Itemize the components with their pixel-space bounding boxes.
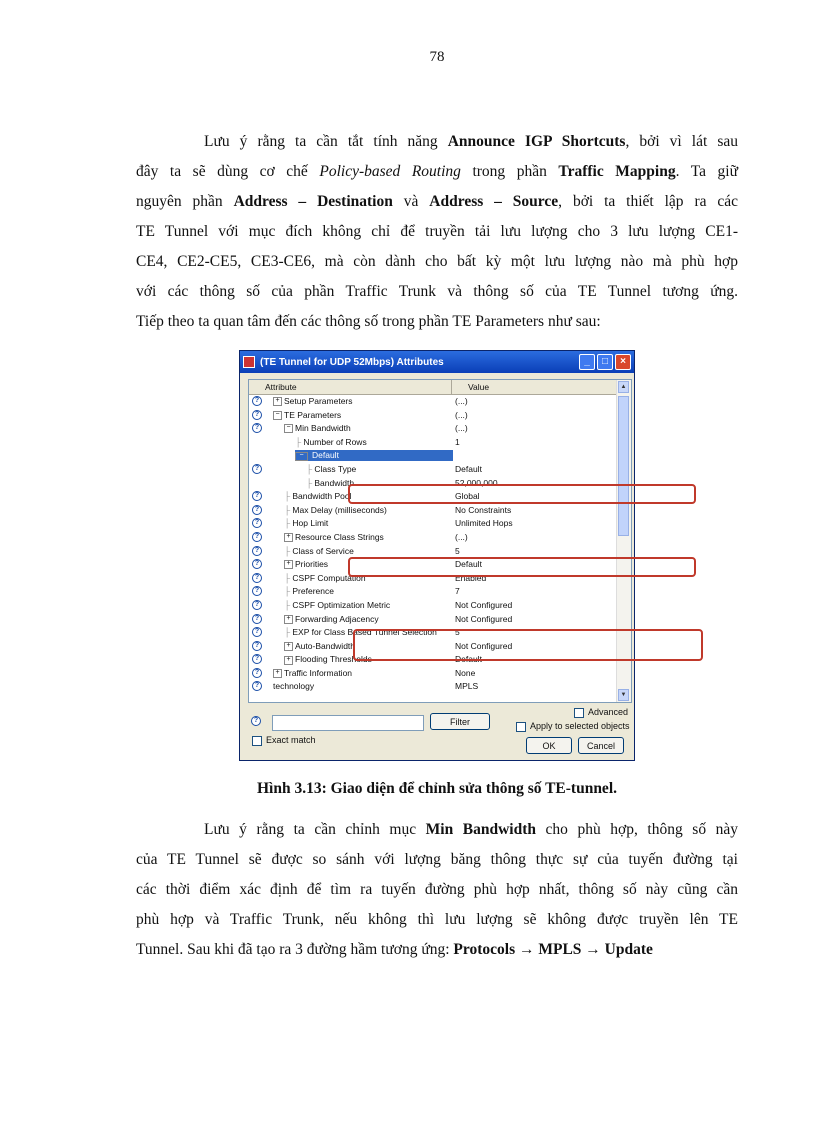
app-icon	[243, 356, 255, 368]
attribute-row[interactable]	[249, 422, 617, 436]
text-line	[136, 935, 738, 965]
attribute-name	[273, 680, 314, 694]
help-icon[interactable]: ?	[252, 410, 262, 420]
attribute-row[interactable]	[249, 504, 617, 518]
attribute-name-text: Forwarding Adjacency	[295, 613, 379, 624]
attribute-name-text: EXP for Class Based Tunnel Selection	[292, 627, 437, 638]
attribute-row[interactable]	[249, 395, 617, 409]
dialog-footer	[248, 707, 630, 757]
attribute-row[interactable]	[249, 463, 617, 477]
attribute-name-text: Number of Rows	[303, 436, 367, 447]
help-icon[interactable]: ?	[252, 600, 262, 610]
attribute-name-text: Setup Parameters	[284, 396, 353, 406]
apply-selected-checkbox[interactable]	[516, 721, 630, 732]
attribute-name	[284, 640, 355, 654]
text-run: Protocols → MPLS → Update	[453, 941, 653, 958]
expand-icon[interactable]: +	[284, 615, 293, 624]
text-run: phù hợp và Traffic Trunk, nếu không thì lưu lượng sẽ không được truyền lên TE	[136, 911, 738, 928]
expand-icon[interactable]: +	[273, 669, 282, 678]
text-run: Address – Destination	[233, 193, 393, 210]
attribute-value[interactable]: (...)	[455, 531, 468, 542]
attribute-row[interactable]	[249, 680, 617, 694]
text-run: đây ta sẽ dùng cơ chế	[136, 163, 320, 180]
attribute-name	[284, 585, 334, 599]
attribute-value[interactable]: 1	[455, 436, 460, 447]
text-run: TE Tunnel với mục đích không chỉ để truyền tải lưu lượng cho 3 lưu lượng CE1-	[136, 223, 738, 240]
tree-line-icon: ├	[284, 545, 293, 556]
text-run: . Ta giữ	[675, 163, 738, 180]
text-line	[136, 815, 738, 845]
highlight-bandwidth	[348, 484, 696, 504]
attribute-name	[284, 545, 354, 559]
text-run: Traffic Mapping	[558, 163, 676, 180]
attribute-name-text: Flooding Thresholds	[295, 654, 372, 665]
ok-button[interactable]: OK	[526, 737, 572, 754]
attribute-row[interactable]	[249, 436, 617, 450]
text-run: cho phù hợp, thông số này	[536, 821, 739, 838]
collapse-icon[interactable]: −	[284, 424, 293, 433]
attribute-value[interactable]: Not Configured	[455, 613, 513, 624]
text-run: Address – Source	[429, 193, 559, 210]
attribute-row[interactable]	[249, 517, 617, 531]
tree-line-icon: ├	[284, 572, 293, 583]
text-run: Tunnel. Sau khi đã tạo ra 3 đường hầm tương ứng:	[136, 941, 454, 958]
grid-header	[249, 380, 631, 395]
text-line	[136, 217, 738, 247]
tree-line-icon: ├	[284, 627, 293, 638]
tree-line-icon: ├	[284, 504, 293, 515]
attribute-name	[284, 613, 379, 627]
text-run: Policy-based Routing	[319, 163, 461, 180]
attribute-name	[284, 517, 328, 531]
attribute-value[interactable]: Unlimited Hops	[455, 518, 513, 529]
collapse-icon[interactable]: −	[273, 411, 282, 420]
text-run: Tiếp theo ta quan tâm đến các thông số trong phần TE Parameters như sau:	[136, 313, 601, 330]
help-icon[interactable]: ?	[252, 518, 262, 528]
minimize-icon[interactable]: _	[579, 354, 595, 370]
tree-line-icon: ├	[306, 463, 315, 474]
figure-caption: Hình 3.13: Giao diện để chỉnh sửa thông số TE-tunnel.	[256, 780, 617, 797]
advanced-label: Advanced	[588, 707, 629, 717]
text-line	[136, 875, 738, 905]
attribute-name-text: CSPF Optimization Metric	[292, 599, 391, 610]
attribute-value[interactable]: 5	[455, 627, 460, 638]
attribute-value[interactable]: (...)	[455, 396, 468, 406]
text-run: các thời điểm xác định để tìm ra tuyến đường phù hợp nhất, thông số này cũng cần	[136, 881, 738, 898]
attribute-value[interactable]: Enabled	[455, 572, 487, 583]
filter-button[interactable]: Filter	[430, 713, 490, 730]
attribute-name	[284, 490, 351, 504]
help-icon[interactable]: ?	[252, 491, 262, 501]
attribute-value[interactable]: Global	[455, 491, 480, 502]
paragraph-intro	[136, 127, 738, 337]
attribute-name	[284, 558, 328, 572]
scroll-thumb[interactable]	[618, 396, 629, 536]
exact-match-checkbox[interactable]	[252, 735, 316, 746]
attribute-name-text: Max Delay (milliseconds)	[292, 504, 387, 515]
filter-input[interactable]	[272, 715, 424, 731]
attribute-name	[273, 409, 341, 423]
attribute-row[interactable]	[249, 599, 617, 613]
text-run: , bởi vì lát sau	[625, 133, 738, 150]
tree-line-icon: ├	[295, 436, 304, 447]
scroll-down-icon[interactable]: ▼	[618, 689, 629, 701]
text-run: với các thông số của phần Traffic Trunk và thông số của TE Tunnel tương ứng.	[136, 283, 738, 300]
text-line	[136, 157, 738, 187]
expand-icon[interactable]: +	[273, 397, 282, 406]
tree-line-icon: ├	[284, 491, 293, 502]
attribute-name	[273, 395, 353, 409]
attribute-row[interactable]	[249, 449, 617, 463]
help-icon[interactable]: ?	[252, 627, 262, 637]
text-run: Min Bandwidth	[425, 821, 536, 838]
collapse-icon[interactable]: −	[295, 452, 308, 461]
help-icon[interactable]: ?	[251, 716, 261, 726]
text-run: trong phần	[460, 163, 559, 180]
attribute-value[interactable]: Not Configured	[455, 599, 513, 610]
attribute-value[interactable]: 7	[455, 586, 460, 597]
help-icon[interactable]: ?	[252, 423, 262, 433]
help-icon[interactable]: ?	[252, 641, 262, 651]
tree-line-icon: ├	[284, 586, 293, 597]
text-run: của TE Tunnel sẽ được so sánh với lượng băng thông thực sự của tuyến đường tại	[136, 851, 738, 868]
attribute-name	[284, 504, 387, 518]
attribute-name	[284, 422, 351, 436]
text-line	[136, 247, 738, 277]
help-icon[interactable]: ?	[252, 546, 262, 556]
expand-icon[interactable]: +	[284, 533, 293, 542]
attribute-value[interactable]: No Constraints	[455, 504, 512, 515]
attribute-value[interactable]: Default	[455, 559, 482, 570]
attribute-name-text: Bandwidth	[314, 477, 355, 488]
help-icon[interactable]: ?	[252, 532, 262, 542]
text-run: nguyên phần	[136, 193, 234, 210]
text-run: , bởi ta thiết lập ra các	[558, 193, 739, 210]
text-run: Lưu ý rằng ta cần tắt tính năng	[204, 133, 448, 150]
attribute-name-text: Priorities	[295, 559, 329, 570]
column-header-value[interactable]: Value	[468, 382, 490, 392]
tree-line-icon: ├	[284, 518, 293, 529]
attribute-name	[284, 599, 390, 613]
expand-icon[interactable]: +	[284, 560, 293, 569]
attribute-name-text: Hop Limit	[292, 518, 329, 529]
attribute-name-text: Auto-Bandwidth	[295, 640, 356, 651]
help-icon[interactable]: ?	[252, 573, 262, 583]
attribute-name-text: Preference	[292, 586, 334, 597]
text-line	[136, 905, 738, 935]
tree-line-icon: ├	[284, 599, 293, 610]
attribute-row[interactable]	[249, 409, 617, 423]
attribute-name	[306, 477, 354, 491]
attribute-name-text: Class of Service	[292, 545, 354, 556]
text-run: CE4, CE2-CE5, CE3-CE6, mà còn dành cho bất kỳ một lưu lượng nào mà phù hợp	[136, 253, 738, 270]
dialog-title: (TE Tunnel for UDP 52Mbps) Attributes	[260, 356, 444, 368]
apply-label: Apply to selected objects	[530, 721, 630, 731]
attribute-name-text: CSPF Computation	[292, 572, 366, 583]
cancel-button[interactable]: Cancel	[578, 737, 624, 754]
attribute-name-text: Default	[312, 450, 339, 461]
text-run: và	[392, 193, 430, 210]
scroll-up-icon[interactable]: ▲	[618, 381, 629, 393]
maximize-icon[interactable]: □	[597, 354, 613, 370]
page-number: 78	[429, 49, 445, 65]
attribute-name-text: Class Type	[314, 463, 357, 474]
dialog-titlebar[interactable]	[240, 351, 634, 373]
attribute-name-text: Min Bandwidth	[295, 423, 351, 434]
attribute-value[interactable]: Not Configured	[455, 640, 513, 651]
help-icon[interactable]: ?	[252, 559, 262, 569]
expand-icon[interactable]: +	[284, 642, 293, 651]
advanced-checkbox[interactable]	[574, 707, 628, 718]
attribute-name-text: TE Parameters	[284, 409, 342, 420]
attribute-row[interactable]	[249, 531, 617, 545]
exact-match-label: Exact match	[266, 735, 316, 745]
text-run: Announce IGP Shortcuts	[447, 133, 626, 150]
attribute-name	[284, 531, 384, 545]
tree-line-icon: ├	[306, 477, 315, 488]
attribute-value[interactable]: None	[455, 667, 476, 678]
help-icon[interactable]: ?	[252, 614, 262, 624]
help-icon[interactable]: ?	[252, 654, 262, 664]
attribute-name-text: Traffic Information	[284, 667, 353, 678]
attribute-value[interactable]: 52,000,000	[455, 477, 498, 488]
help-icon[interactable]: ?	[252, 464, 262, 474]
help-icon[interactable]: ?	[252, 668, 262, 678]
text-line	[136, 187, 738, 217]
attributes-dialog	[239, 350, 635, 761]
help-icon[interactable]: ?	[252, 396, 262, 406]
attribute-name	[273, 667, 352, 681]
attribute-value[interactable]: 5	[455, 545, 460, 556]
text-line	[136, 845, 738, 875]
attribute-value[interactable]: (...)	[455, 423, 468, 434]
attribute-value[interactable]: (...)	[455, 409, 468, 420]
highlight-priorities	[348, 557, 696, 577]
highlight-auto-bandwidth	[353, 629, 703, 661]
attribute-name	[295, 436, 367, 450]
text-line	[136, 307, 738, 337]
expand-icon[interactable]: +	[284, 656, 293, 665]
attribute-name-text: Resource Class Strings	[295, 531, 384, 542]
attribute-row[interactable]	[249, 585, 617, 599]
text-run: Lưu ý rằng ta cần chỉnh mục	[204, 821, 426, 838]
attribute-row[interactable]	[249, 613, 617, 627]
help-icon[interactable]: ?	[252, 586, 262, 596]
attribute-name-text: technology	[273, 681, 315, 692]
attribute-name	[306, 463, 356, 477]
attribute-name	[295, 449, 341, 463]
column-header-attribute[interactable]: Attribute	[249, 380, 452, 394]
attribute-name-text: Bandwidth Pool	[292, 491, 352, 502]
help-icon[interactable]: ?	[252, 681, 262, 691]
attribute-value[interactable]: Default	[455, 463, 482, 474]
close-icon[interactable]: ×	[615, 354, 631, 370]
text-line	[136, 277, 738, 307]
paragraph-min-bandwidth	[136, 815, 738, 965]
attribute-value[interactable]: MPLS	[455, 681, 479, 692]
attribute-value[interactable]: Default	[455, 654, 482, 665]
attribute-row[interactable]	[249, 667, 617, 681]
help-icon[interactable]: ?	[252, 505, 262, 515]
text-line	[136, 127, 738, 157]
